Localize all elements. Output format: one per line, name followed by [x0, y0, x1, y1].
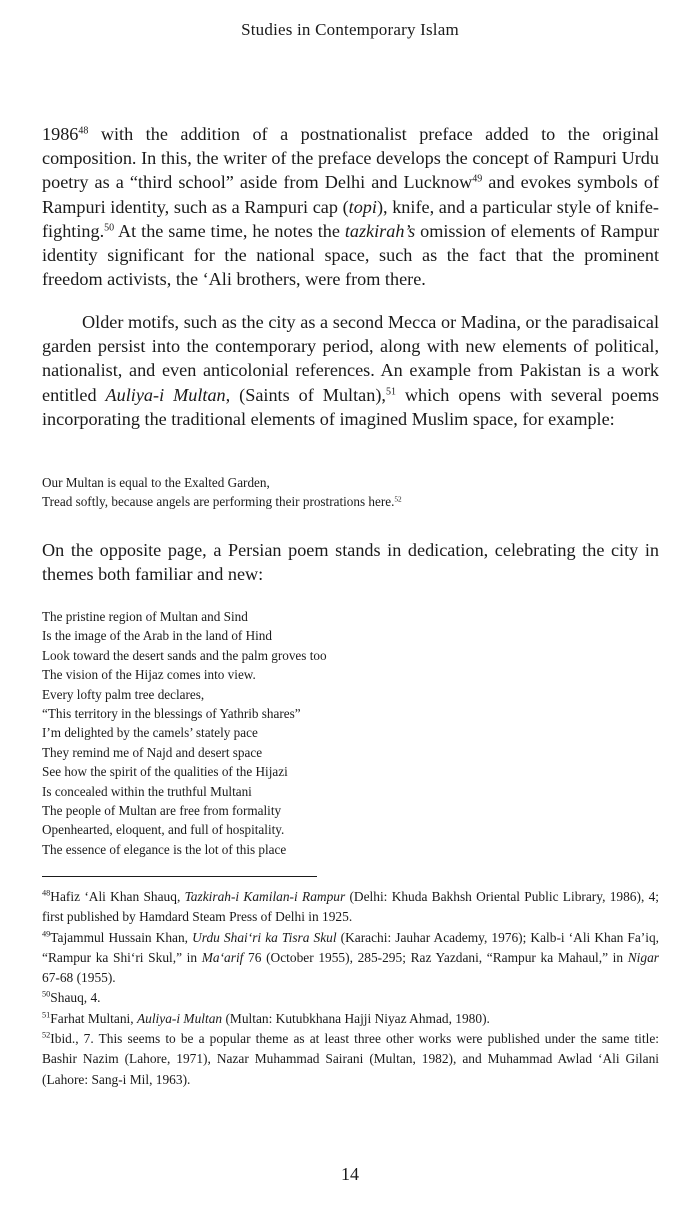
italic-title: Auliya-i Multan,	[105, 384, 231, 405]
footnote-ref[interactable]: 50	[104, 222, 115, 234]
text-span: and evokes symbols of Rampuri identity, such as a Rampuri cap (	[42, 172, 659, 217]
text-span: 1986	[42, 124, 79, 144]
text-span: Shauq, 4.	[50, 990, 101, 1006]
footnote-ref[interactable]: 51	[385, 386, 396, 398]
poem-line: The essence of elegance is the lot of this place	[42, 841, 287, 857]
poem-line: Is the image of the Arab in the land of Hind	[42, 628, 272, 644]
poem-line: They remind me of Najd and desert space	[42, 744, 263, 760]
italic-term: topi	[348, 196, 377, 217]
text-span: (Multan: Kutubkhana Hajji Niyaz Ahmad, 1980).	[222, 1010, 490, 1026]
text-span: ), knife, and a particular style of knife-fighting.	[42, 196, 659, 241]
footnote-number: 50	[42, 990, 51, 1000]
footnote-52	[42, 1029, 659, 1090]
text-span: Hafiz ‘Ali Khan Shauq,	[50, 889, 185, 904]
poem-line: Every lofty palm tree declares,	[42, 686, 205, 702]
poem-line: Is concealed within the truthful Multani	[42, 783, 252, 799]
quote-line: Our Multan is equal to the Exalted Garden,	[42, 475, 270, 490]
block-quote-persian-poem	[42, 607, 659, 859]
running-header: Studies in Contemporary Islam	[241, 20, 459, 39]
poem-line: I’m delighted by the camels’ stately pace	[42, 725, 258, 741]
footnote-48	[42, 887, 659, 928]
text-span: Tread softly, because angels are performing their prostrations here.	[42, 494, 395, 510]
footnote-number: 49	[42, 929, 51, 939]
italic-title: Auliya-i Multan	[136, 1010, 223, 1026]
paragraph-rampur-preface	[42, 122, 659, 291]
text-span: which opens with several poems incorporating the traditional elements of imagined Muslim space, for example:	[42, 384, 660, 429]
footnote-ref[interactable]: 52	[394, 495, 402, 504]
italic-title: Ma‘arif	[201, 949, 244, 965]
footnote-divider	[42, 876, 317, 877]
text-span: (Karachi: Jauhar Academy, 1976); Kalb-i ‘Ali Khan Fa’iq, “Rampur ka Shi‘ri Skul,” in	[42, 929, 660, 965]
text-span: Ibid., 7. This seems to be a popular theme as at least three other works were published under the same title: Bashir Nazim (Lahore, 1971), Nazar Muhammad Sairani (Multan, 1982), and Muhammad Awlad ‘Ali Gilani (Lahore: Sang-i Mil, 1963).	[42, 1031, 659, 1087]
footnote-number: 52	[42, 1030, 51, 1040]
text-span: omission of elements of Rampur identity significant for the national space, such as the fact that the prominent freedom activists, the ‘Ali brothers, were from there.	[42, 220, 659, 290]
italic-title: Urdu Shai‘ri ka Tisra Skul	[192, 929, 337, 945]
paragraph-persian-poem: On the opposite page, a Persian poem stands in dedication, celebrating the city in themes both familiar and new:	[42, 540, 659, 585]
poem-line: The people of Multan are free from formality	[42, 803, 282, 819]
text-span: 76 (October 1955), 285-295; Raz Yazdani, “Rampur ka Mahaul,” in	[243, 949, 628, 965]
quote-line	[42, 492, 659, 511]
text-span: with the addition of a postnationalist preface added to the original composition. In this, the writer of the preface develops the concept of Rampuri Urdu poetry as a “third school” aside from Delhi and Lucknow	[42, 124, 659, 193]
page-number: 14	[341, 1164, 359, 1184]
italic-term: tazkirah’s	[344, 220, 416, 241]
poem-line: Openhearted, eloquent, and full of hospitality.	[42, 822, 285, 838]
footnote-number: 48	[42, 888, 51, 898]
footnote-51	[42, 1009, 659, 1029]
text-span: Older motifs, such as the city as a second Mecca or Madina, or the paradisaical garden persist into the contemporary period, along with new elements of political, nationalist, and even anticolonial references. An example from Pakistan is a work entitled	[42, 312, 659, 405]
block-quote-multan	[42, 473, 659, 512]
paragraph-older-motifs	[42, 310, 659, 431]
italic-title: Nigar	[627, 949, 660, 965]
text-span: (Delhi: Khuda Bakhsh Oriental Public Library, 1986), 4; first published by Hamdard Steam Press of Delhi in 1925.	[42, 889, 660, 925]
poem-line: See how the spirit of the qualities of the Hijazi	[42, 764, 288, 780]
poem-line: Look toward the desert sands and the palm groves too	[42, 647, 327, 663]
footnotes	[42, 887, 659, 1090]
footnote-49	[42, 928, 659, 989]
italic-title: Tazkirah-i Kamilan-i Rampur	[184, 889, 346, 904]
footnote-number: 51	[42, 1010, 51, 1020]
poem-line: The pristine region of Multan and Sind	[42, 609, 248, 624]
text-span: Farhat Multani,	[50, 1010, 137, 1026]
text-span: 67-68 (1955).	[42, 970, 116, 986]
text-span: At the same time, he notes the	[114, 220, 345, 241]
text-span: Tajammul Hussain Khan,	[50, 929, 193, 945]
poem-line: The vision of the Hijaz comes into view.	[42, 667, 256, 683]
footnote-50	[42, 988, 659, 1008]
poem-line: “This territory in the blessings of Yathrib shares”	[42, 706, 301, 722]
footnote-ref[interactable]: 49	[472, 173, 483, 185]
text-span: (Saints of Multan),	[230, 384, 386, 405]
footnote-ref[interactable]: 48	[78, 125, 89, 137]
